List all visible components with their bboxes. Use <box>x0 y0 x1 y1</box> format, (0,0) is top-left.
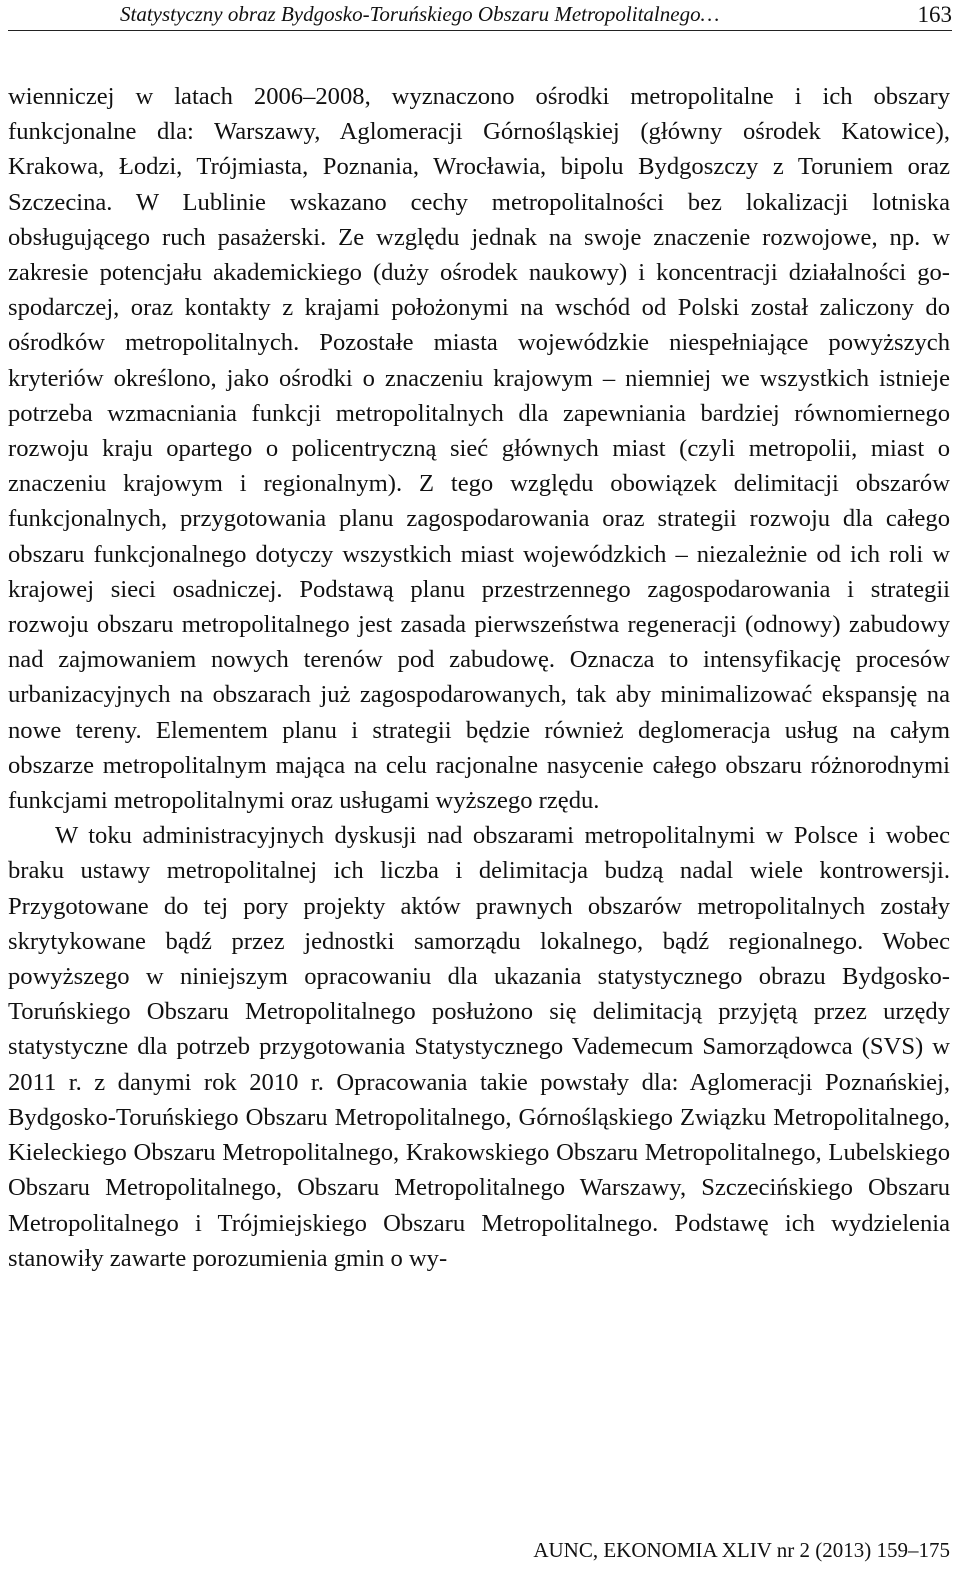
journal-footer: AUNC, EKONOMIA XLIV nr 2 (2013) 159–175 <box>533 1538 950 1562</box>
page-number: 163 <box>917 2 952 27</box>
page-header <box>8 0 952 31</box>
paragraph-2: W toku administracyjnych dyskusji nad obszarami metropolitalnymi w Polsce i wobec braku ustawy metropolitalnej ich liczba i delimitacja budzą nadal wiele kontrowersji. Przygotowane do tej pory projekty aktów prawnych obszarów metropolitalnych zostały skrytykowane bądź przez jednostki samorządu lokalnego, bądź regionalnego. Wobec powyższego w niniejszym opracowaniu dla ukazania statystycznego obrazu Bydgosko-Toruńskiego Obszaru Metropolitalnego posłużono się delimitacją przyjętą przez urzędy statystyczne dla potrzeb przygotowania Statystycznego Vademecum Samorządowca (SVS) w 2011 r. z danymi rok 2010 r. Opracowania takie powstały dla: Aglomeracji Poznańskiej, Bydgosko-Toruńskiego Obszaru Metropolitalnego, Górnośląskiego Związku Metropolitalnego, Kieleckiego Obszaru Metropolitalnego, Krakowskiego Obszaru Metropolitalnego, Lubelskiego Obszaru Metropolitalnego, Obszaru Metropolitalnego Warszawy, Szczecińskiego Obszaru Metropolitalnego i Trójmiejskiego Obszaru Metropolitalnego. Podstawę ich wydzielenia stanowiły zawarte porozumienia gmin o wy- <box>8 822 950 1272</box>
body-text <box>8 79 950 1276</box>
paragraph-1: wienniczej w latach 2006–2008, wyznaczono ośrodki metropolitalne i ich obszary funkcjonalne dla: Warszawy, Aglomeracji Górnośląskiej (główny ośrodek Katowice), Krakowa, Łodzi, Trójmiasta, Poznania, Wrocławia, bipolu Bydgoszczy z Toruniem oraz Szczecina. W Lublinie wskazano cechy metropolitalności bez lokalizacji lotniska obsługującego ruch pasażerski. Ze względu jednak na swoje znaczenie rozwojowe, np. w zakresie potencjału akademickiego (duży ośrodek naukowy) i koncentracji działalności gospodarczej, oraz kontakty z krajami położonymi na wschód od Polski został zaliczony do ośrodków metropolitalnych. Pozostałe miasta wojewódzkie niespełniające powyższych kryteriów określono, jako ośrodki o znaczeniu krajowym – niemniej we wszystkich istnieje potrzeba wzmacniania funkcji metropolitalnych dla zapewniania bardziej równomiernego rozwoju kraju opartego o policentryczną sieć głównych miast (czyli metropolii, miast o znaczeniu krajowym i regionalnym). Z tego względu obowiązek delimitacji obszarów funkcjonalnych, przygotowania planu zagospodarowania oraz strategii rozwoju dla całego obszaru funkcjonalnego dotyczy wszystkich miast wojewódzkich – niezależnie od ich roli w krajowej sieci osadniczej. Podstawą planu przestrzennego zagospodarowania i strategii rozwoju obszaru metropolitalnego jest zasada pierwszeństwa regeneracji (odnowy) zabudowy nad zajmowaniem nowych terenów pod zabudowę. Oznacza to intensyfikację procesów urbanizacyjnych na obszarach już zagospodarowanych, tak aby minimalizować ekspansję na nowe tereny. Elementem planu i strategii będzie również deglomeracja usług na całym obszarze metropolitalnym mająca na celu racjonalne nasycenie całego obszaru różnorodnymi funkcjami metropolitalnymi oraz usługami wyższego rzędu. <box>8 83 950 815</box>
running-title: Statystyczny obraz Bydgosko-Toruńskiego Obszaru Metropolitalnego… <box>120 2 720 26</box>
